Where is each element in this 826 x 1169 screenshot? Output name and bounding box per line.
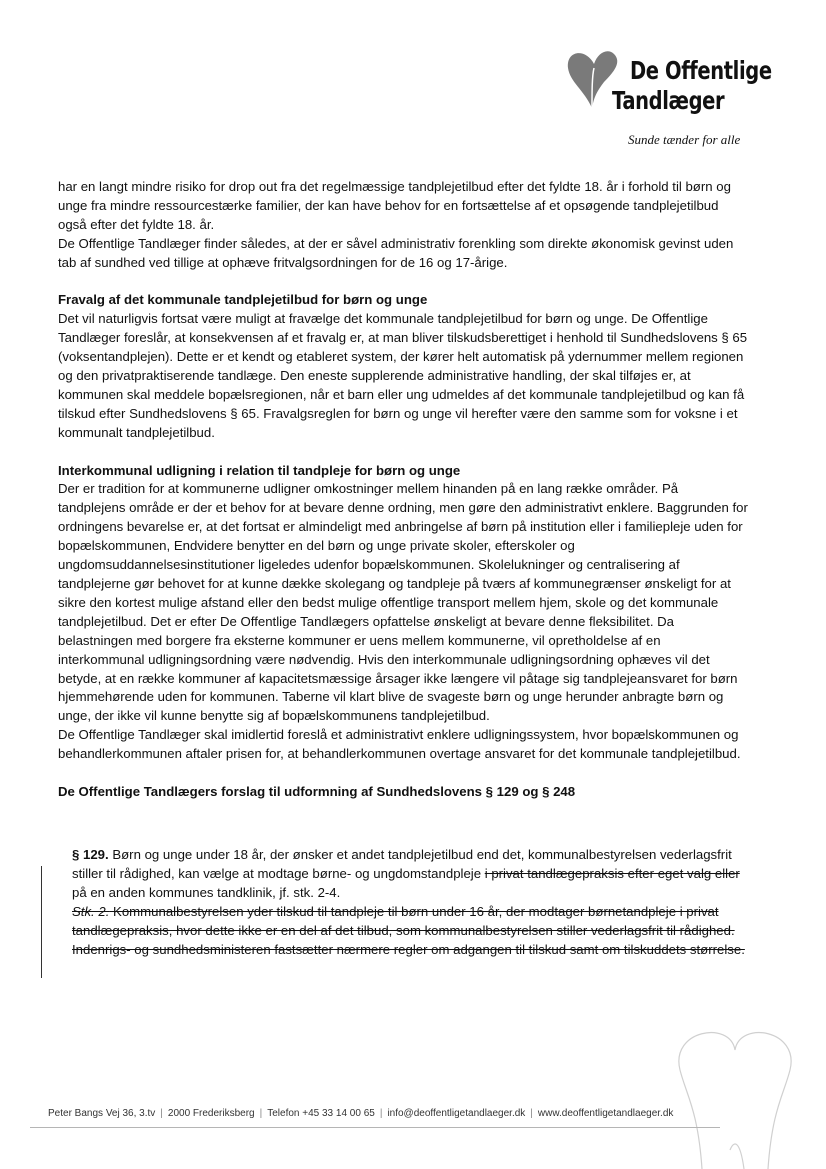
page-footer [48, 1108, 673, 1119]
footer-phone: Telefon +45 33 14 00 65 [267, 1108, 375, 1119]
paragraph-129-label: § 129. [72, 847, 109, 862]
footer-website[interactable]: www.deoffentligetandlaeger.dk [537, 1108, 674, 1119]
footer-address: Peter Bangs Vej 36, 3.tv [48, 1108, 156, 1119]
intro-paragraph-2: De Offentlige Tandlæger finder således, at der er såvel administrativ forenkling som direkte økonomisk gevinst uden tab af sundhed ved tillige at ophæve fritvalgsordningen for de 16 og 17-årige. [58, 235, 734, 270]
section-body-udligning-2: De Offentlige Tandlæger skal imidlertid foreslå et administrativt enklere udligningssystem, hvor bopælskommunen og behandlerkommunen aftaler prisen for, at behandlerkommunen overtage ansvaret for det kommunale tandplejetilbud. [58, 727, 741, 762]
section-heading-fravalg: Fravalg af det kommunale tandplejetilbud for børn og unge [58, 292, 428, 308]
paragraph-129 [58, 846, 748, 903]
paragraph-129-tail: på en anden kommunes tandklinik, jf. stk. 2-4. [72, 884, 341, 900]
stk-2-label: Stk. 2. [72, 903, 110, 919]
logo-text-line1: De Offentlige [630, 56, 772, 85]
law-amendment-text [58, 846, 748, 959]
footer-email[interactable]: info@deoffentligetandlaeger.dk [387, 1108, 526, 1119]
stk-2-text: Kommunalbestyrelsen yder tilskud til tandpleje til børn under 16 år, der modtager børnetandpleje i privat tandlægepraksis, hvor dette ikke er en del af det tilbud, som kommunalbestyrelsen stiller vederlagsfrit til rådighed. Indenrigs- og sundhedsministeren fastsætter nærmere regler om adgangen til tilskud samt om tilskuddets størrelse. [72, 903, 745, 957]
logo-tagline: Sunde tænder for alle [628, 132, 741, 147]
tooth-watermark-icon [660, 1010, 810, 1169]
footer-separator: | [160, 1108, 163, 1119]
document-body [58, 178, 748, 802]
section-udligning [58, 462, 748, 765]
paragraph-129-text: Børn og unge under 18 år, der ønsker et andet tandplejetilbud end det, kommunalbestyrelsen vederlagsfrit stiller til rådighed, kan vælge at modtage børne- og ungdomstandpleje [72, 847, 732, 881]
footer-separator: | [259, 1108, 263, 1119]
section-heading-udligning: Interkommunal udligning i relation til tandpleje for børn og unge [58, 462, 461, 478]
paragraph-129-deleted-text: i privat tandlægepraksis efter eget valg eller [484, 865, 740, 881]
stk-2-deleted [58, 903, 748, 960]
section-body-fravalg: Det vil naturligvis fortsat være muligt at fravælge det kommunale tandplejetilbud for børn og unge. De Offentlige Tandlæger foreslår, at konsekvensen af et fravalg er, at man bliver tilskudsberettiget i henhold til Sundhedslovens § 65 (voksentandplejen). Dette er et kendt og etableret system, der kører helt automatisk på ydernummer mellem regionen og den privatpraktiserende tandlæge. Den eneste supplerende administrative handling, der skal tilføjes er, at kommunen skal meddele bopælsregionen, når et barn eller ung udmeldes af det kommunale tandplejetilbud og kan få tilskud efter Sundhedslovens § 65. Fravalgsreglen for børn og unge vil herefter være den samme som for voksne i et kommunalt tandplejetilbud. [58, 311, 748, 440]
logo-text-line2: Tandlæger [612, 86, 725, 115]
organization-logo [560, 42, 800, 152]
section-body-udligning: Der er tradition for at kommunerne udligner omkostninger mellem hinanden på en lang række områder. På tandplejens område er der et behov for at bevare denne ordning, men gøre den administrativt enklere. Baggrunden for ordningens bevarelse er, at det fortsat er almindeligt med anbringelse af børn på institution eller i familiepleje uden for bopælskommunen, Endvidere benytter en del børn og unge private skoler, efterskoler og ungdomsuddannelsesinstitutioner ligeledes udenfor bopælskommunen. Skolelukninger og centralisering af tandplejerne gør behovet for at kunne dække skolegang og tandpleje på tværs af kommunegrænser ønskeligt for at sikre den kortest mulige afstand eller den bedst mulige offentlige transport mellem hjem, skole og det kommunale tandplejetilbud. Det er efter De Offentlige Tandlægers opfattelse ønskeligt at bevare denne fleksibilitet. Da belastningen med borgere fra eksterne kommuner er uens mellem kommunerne, vil opretholdelse af en interkommunal udligningsordning være nødvendig. Hvis den interkommunale udligningsordning ophæves vil det betyde, at en række kommuner af kapacitetsmæssige årsager ikke længere vil påtage sig tandplejeansvaret for børn hjemmehørende uden for kommunen. Taberne vil klart blive de svageste børn og unge herunder anbragte børn og unge, der ikke vil kunne benytte sig af bopælskommunens tandplejetilbud. [58, 481, 748, 724]
footer-separator: | [379, 1108, 383, 1119]
section-forslag [58, 783, 748, 802]
section-heading-forslag: De Offentlige Tandlægers forslag til udformning af Sundhedslovens § 129 og § 248 [58, 783, 576, 799]
footer-divider [30, 1127, 720, 1128]
section-fravalg [58, 291, 748, 442]
change-margin-bar [41, 866, 42, 978]
footer-city: 2000 Frederiksberg [167, 1108, 255, 1119]
intro-paragraph-1: har en langt mindre risiko for drop out fra det regelmæssige tandplejetilbud efter det fyldte 18. år i forhold til børn og unge fra mindre ressourcestærke familier, der kan have behov for en fortsættelse af et opsøgende tandplejetilbud også efter det fyldte 18. år. [58, 179, 731, 232]
footer-separator: | [530, 1108, 533, 1119]
